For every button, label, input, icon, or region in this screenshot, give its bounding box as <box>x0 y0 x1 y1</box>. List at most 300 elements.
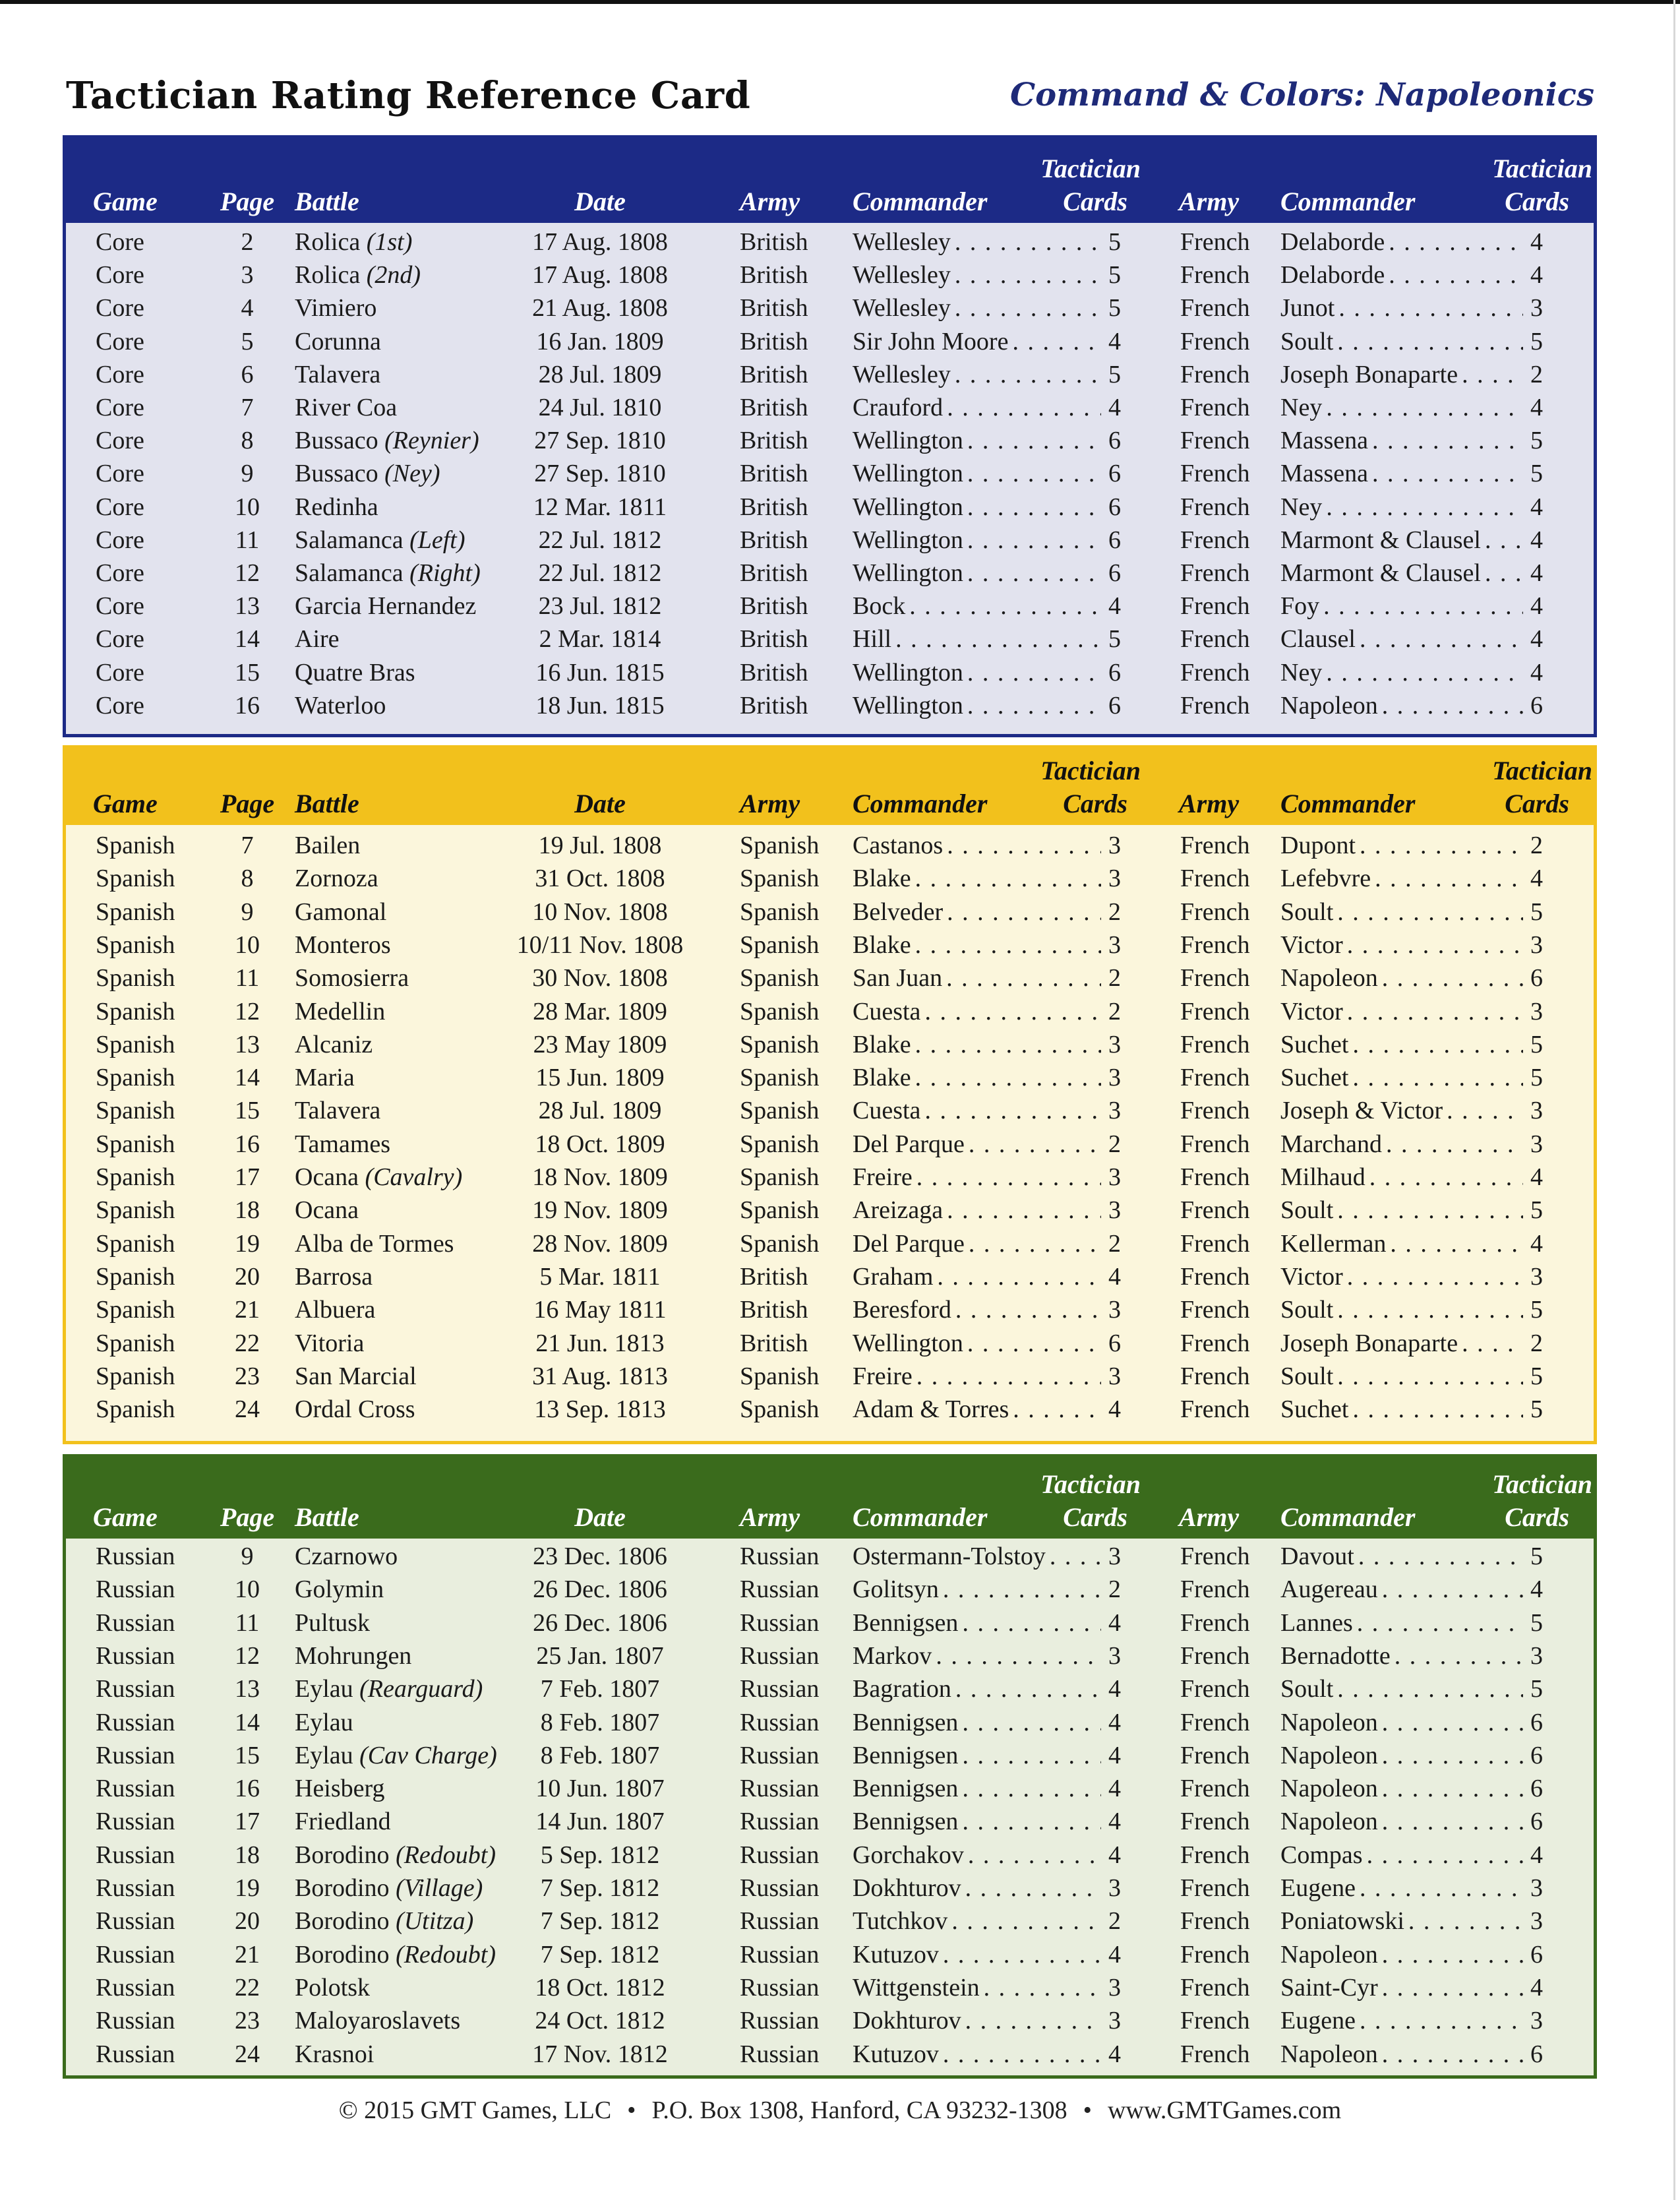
cell-battle <box>295 590 476 623</box>
cell-game: Russian <box>96 1641 175 1670</box>
cell-game: Russian <box>96 1608 175 1637</box>
cell-army-2: French <box>1180 493 1250 521</box>
battle-name: Talavera <box>295 1097 381 1125</box>
dot-leader <box>1357 1606 1523 1639</box>
cell-army-1: British <box>740 559 808 587</box>
cell-page: 11 <box>235 1608 260 1637</box>
table-row <box>66 623 1594 656</box>
tactician-cards-value: 2 <box>1108 1229 1121 1258</box>
battle-name: Monteros <box>295 931 391 959</box>
dot-leader <box>1382 1573 1523 1606</box>
tactician-cards-value: 3 <box>1530 294 1543 322</box>
tactician-cards-value: 3 <box>1530 1641 1543 1670</box>
commander-name: Bennigsen <box>853 1775 959 1803</box>
cell-battle <box>295 1161 462 1194</box>
tactician-cards-value: 4 <box>1530 228 1543 256</box>
cell-game: Russian <box>96 1741 175 1769</box>
dot-leader <box>1338 291 1523 324</box>
battle-name: Redinha <box>295 493 378 521</box>
battle-name: Ocana <box>295 1196 359 1225</box>
cell-commander-2 <box>1280 829 1543 862</box>
cell-game: Russian <box>96 1841 175 1869</box>
battle-name: Tamames <box>295 1130 391 1158</box>
dot-leader <box>962 1606 1101 1639</box>
cell-commander-1 <box>853 1327 1121 1360</box>
dot-leader <box>1352 1061 1523 1094</box>
cell-army-2: French <box>1180 526 1250 554</box>
cell-game: Russian <box>96 1675 175 1703</box>
cell-army-1: Russian <box>740 1874 820 1902</box>
table-row <box>66 929 1594 962</box>
cell-game: Core <box>96 427 144 455</box>
cell-commander-1 <box>853 1839 1121 1872</box>
cell-commander-1 <box>853 1971 1121 2004</box>
tactician-cards-value: 3 <box>1108 865 1121 893</box>
tactician-cards-value: 6 <box>1530 1775 1543 1803</box>
dot-leader <box>947 1194 1101 1227</box>
cell-game: Core <box>96 228 144 256</box>
cell-army-1: British <box>740 460 808 488</box>
battle-name: Borodino <box>295 1907 390 1936</box>
battle-name: Alba de Tormes <box>295 1229 454 1258</box>
commander-name: Bennigsen <box>853 1608 959 1637</box>
battle-name: Borodino <box>295 1940 390 1969</box>
battle-name: Eylau <box>295 1675 353 1703</box>
cell-army-2: French <box>1180 327 1250 355</box>
dot-leader <box>962 1706 1101 1739</box>
dot-leader <box>1386 1128 1523 1161</box>
cell-page: 2 <box>241 228 254 256</box>
tactician-cards-value: 5 <box>1530 1608 1543 1637</box>
commander-name: Kellerman <box>1280 1229 1387 1258</box>
cell-commander-2 <box>1280 1540 1543 1573</box>
cell-game: Russian <box>96 1907 175 1936</box>
cell-page: 14 <box>235 1708 260 1736</box>
tactician-cards-value: 4 <box>1530 1163 1543 1191</box>
cell-army-1: British <box>740 228 808 256</box>
table-row <box>66 1639 1594 1672</box>
battle-name: Maloyaroslavets <box>295 2007 461 2035</box>
tactician-cards-value: 6 <box>1530 2040 1543 2068</box>
commander-name: Milhaud <box>1280 1163 1365 1191</box>
cell-game: Spanish <box>96 1030 175 1058</box>
cell-date: 18 Oct. 1809 <box>535 1130 665 1158</box>
cell-commander-1 <box>853 1639 1121 1672</box>
tactician-cards-value: 5 <box>1108 294 1121 322</box>
cell-game: Core <box>96 559 144 587</box>
cell-game: Core <box>96 327 144 355</box>
cell-commander-1 <box>853 1672 1121 1705</box>
cell-page: 22 <box>235 1329 260 1357</box>
column-header-army: Army <box>1179 789 1240 818</box>
footer-website[interactable]: www.GMTGames.com <box>1107 2096 1342 2124</box>
tactician-cards-value: 3 <box>1108 832 1121 859</box>
cell-army-2: French <box>1180 427 1250 455</box>
cell-battle <box>295 1805 391 1838</box>
section-body <box>66 825 1594 1441</box>
commander-name: Eugene <box>1280 1874 1356 1902</box>
cell-page: 24 <box>235 2040 260 2068</box>
cell-battle <box>295 1360 417 1393</box>
commander-name: San Juan <box>853 964 943 993</box>
cell-game: Russian <box>96 1973 175 2001</box>
cell-date: 24 Oct. 1812 <box>535 2007 665 2035</box>
cell-army-1: Spanish <box>740 1395 820 1424</box>
commander-name: Beresford <box>853 1296 951 1324</box>
cell-battle <box>295 2038 374 2071</box>
column-header-army: Army <box>740 789 800 818</box>
dot-leader <box>937 1260 1101 1293</box>
cell-game: Russian <box>96 2007 175 2035</box>
tactician-cards-value: 4 <box>1530 1575 1543 1604</box>
cell-date: 10 Nov. 1808 <box>532 898 668 926</box>
table-row <box>66 1672 1594 1705</box>
cell-date: 17 Nov. 1812 <box>532 2040 668 2068</box>
dot-leader <box>955 226 1101 259</box>
cell-date: 7 Sep. 1812 <box>540 1907 660 1936</box>
dot-leader <box>915 929 1101 962</box>
cell-commander-1 <box>853 2038 1121 2071</box>
cell-army-2: French <box>1180 658 1250 687</box>
cell-army-1: Russian <box>740 1973 820 2001</box>
commander-name: Lannes <box>1280 1608 1353 1637</box>
cell-page: 6 <box>241 360 254 388</box>
commander-name: Adam & Torres <box>853 1395 1009 1424</box>
cell-date: 19 Jul. 1808 <box>538 832 662 859</box>
commander-name: Delaborde <box>1280 261 1385 290</box>
cell-commander-1 <box>853 1161 1121 1194</box>
cell-game: Russian <box>96 2040 175 2068</box>
dot-leader <box>967 491 1101 524</box>
cell-commander-2 <box>1280 1706 1543 1739</box>
commander-name: Golitsyn <box>853 1575 939 1604</box>
cell-commander-2 <box>1280 1905 1543 1938</box>
table-row <box>66 1971 1594 2004</box>
footer-bullet: • <box>627 2096 636 2124</box>
cell-army-2: French <box>1180 1641 1250 1670</box>
cell-date: 7 Sep. 1812 <box>540 1874 660 1902</box>
column-header-army: Army <box>1179 1502 1240 1532</box>
cell-game: Spanish <box>96 1296 175 1324</box>
dot-leader <box>915 862 1101 895</box>
dot-leader <box>1337 1672 1523 1705</box>
table-row <box>66 656 1594 689</box>
dot-leader <box>915 1061 1101 1094</box>
dot-leader <box>1382 962 1523 994</box>
battle-name: Rolica <box>295 228 361 256</box>
commander-name: Napoleon <box>1280 2040 1378 2068</box>
cell-army-1: Spanish <box>740 1097 820 1125</box>
cell-page: 21 <box>235 1940 260 1969</box>
column-header-battle: Battle <box>295 1502 359 1532</box>
dot-leader <box>1360 2004 1523 2037</box>
cell-page: 9 <box>241 460 254 488</box>
battle-name: Czarnowo <box>295 1543 398 1570</box>
tactician-cards-value: 5 <box>1108 360 1121 388</box>
commander-name: Bennigsen <box>853 1708 959 1736</box>
cell-battle <box>295 1772 385 1805</box>
cell-page: 20 <box>235 1907 260 1936</box>
cell-battle <box>295 656 415 689</box>
dot-leader <box>1337 325 1523 358</box>
cell-commander-1 <box>853 929 1121 962</box>
battle-name: River Coa <box>295 394 398 421</box>
cell-commander-2 <box>1280 1938 1543 1971</box>
cell-game: Spanish <box>96 1395 175 1424</box>
dot-leader <box>1337 1360 1523 1393</box>
table-row <box>66 1573 1594 1606</box>
cell-page: 10 <box>235 931 260 959</box>
cell-army-2: French <box>1180 2040 1250 2068</box>
cell-commander-2 <box>1280 995 1543 1028</box>
cell-army-2: French <box>1180 691 1250 719</box>
cell-commander-1 <box>853 1227 1121 1260</box>
tactician-cards-value: 3 <box>1108 1874 1121 1902</box>
cell-army-2: French <box>1180 1196 1250 1225</box>
cell-page: 15 <box>235 1097 260 1125</box>
cell-commander-2 <box>1280 896 1543 929</box>
cell-commander-1 <box>853 829 1121 862</box>
commander-name: Belveder <box>853 898 944 926</box>
cell-game: Core <box>96 360 144 388</box>
commander-name: Wellesley <box>853 294 951 322</box>
table-row <box>66 590 1594 623</box>
cell-commander-1 <box>853 1805 1121 1838</box>
battle-name: Barrosa <box>295 1262 373 1291</box>
cell-army-2: French <box>1180 1064 1250 1092</box>
cell-army-1: British <box>740 493 808 521</box>
cell-battle <box>295 1971 370 2004</box>
cell-page: 23 <box>235 1362 260 1390</box>
cell-commander-2 <box>1280 1971 1543 2004</box>
dot-leader <box>1360 1872 1523 1905</box>
cell-date: 7 Feb. 1807 <box>540 1675 660 1703</box>
cell-date: 23 Dec. 1806 <box>533 1543 667 1570</box>
cell-army-2: French <box>1180 625 1250 654</box>
cell-commander-1 <box>853 1573 1121 1606</box>
dot-leader <box>1485 524 1523 557</box>
cell-commander-1 <box>853 1194 1121 1227</box>
cell-commander-2 <box>1280 1772 1543 1805</box>
cell-army-2: French <box>1180 1708 1250 1736</box>
cell-commander-1 <box>853 457 1121 490</box>
cell-army-1: British <box>740 592 808 621</box>
cell-date: 7 Sep. 1812 <box>540 1940 660 1969</box>
cell-game: Spanish <box>96 964 175 993</box>
column-header-game: Game <box>93 1502 158 1532</box>
dot-leader <box>1347 995 1523 1028</box>
cell-commander-1 <box>853 1872 1121 1905</box>
cell-commander-2 <box>1280 524 1543 557</box>
cell-commander-2 <box>1280 862 1543 895</box>
battle-note: (Cav Charge) <box>359 1741 497 1769</box>
battle-note: (1st) <box>366 228 413 256</box>
cell-game: Russian <box>96 1808 175 1836</box>
cell-army-2: French <box>1180 1675 1250 1703</box>
cell-army-1: Spanish <box>740 964 820 993</box>
cell-commander-2 <box>1280 259 1543 291</box>
column-header-page: Page <box>220 789 275 818</box>
dot-leader <box>947 896 1101 929</box>
cell-game: Spanish <box>96 898 175 926</box>
column-header-commander: Commander <box>1280 789 1416 818</box>
cell-army-2: French <box>1180 1575 1250 1604</box>
dot-leader <box>968 1839 1101 1872</box>
dot-leader <box>965 2004 1101 2037</box>
cell-date: 27 Sep. 1810 <box>534 460 666 488</box>
tactician-cards-value: 3 <box>1530 2007 1543 2035</box>
commander-name: Eugene <box>1280 2007 1356 2035</box>
table-row <box>66 291 1594 324</box>
commander-name: Bernadotte <box>1280 1641 1391 1670</box>
column-header-army: Army <box>740 1502 800 1532</box>
tactician-cards-value: 3 <box>1108 1097 1121 1125</box>
table-row <box>66 457 1594 490</box>
tactician-cards-value: 5 <box>1530 1296 1543 1324</box>
commander-name: Ney <box>1280 394 1323 421</box>
dot-leader <box>1326 391 1523 424</box>
cell-battle <box>295 1739 497 1772</box>
cell-commander-1 <box>853 1772 1121 1805</box>
cell-battle <box>295 1260 373 1293</box>
cell-army-2: French <box>1180 460 1250 488</box>
tactician-cards-value: 3 <box>1108 931 1121 959</box>
cell-army-1: British <box>740 1296 808 1324</box>
battle-name: Mohrungen <box>295 1641 412 1670</box>
commander-name: Kutuzov <box>853 1940 939 1969</box>
tactician-cards-value: 3 <box>1108 1163 1121 1191</box>
battle-name: Somosierra <box>295 964 409 993</box>
cell-army-1: Spanish <box>740 997 820 1025</box>
cell-date: 22 Jul. 1812 <box>538 526 662 554</box>
cell-page: 7 <box>241 394 254 421</box>
commander-name: Blake <box>853 1064 911 1092</box>
cell-army-1: Spanish <box>740 1163 820 1191</box>
table-row <box>66 1905 1594 1938</box>
commander-name: Napoleon <box>1280 964 1378 993</box>
cell-date: 31 Aug. 1813 <box>532 1362 668 1390</box>
dot-leader <box>1389 226 1523 259</box>
table-row <box>66 1772 1594 1805</box>
commander-name: Foy <box>1280 592 1320 621</box>
cell-army-1: British <box>740 658 808 687</box>
cell-army-1: Spanish <box>740 898 820 926</box>
cell-commander-1 <box>853 2004 1121 2037</box>
cell-game: Spanish <box>96 1064 175 1092</box>
table-row <box>66 862 1594 895</box>
table-row <box>66 1839 1594 1872</box>
dot-leader <box>1447 1094 1523 1127</box>
cell-battle <box>295 259 421 291</box>
dot-leader <box>955 291 1101 324</box>
cell-date: 12 Mar. 1811 <box>533 493 667 521</box>
cell-page: 19 <box>235 1874 260 1902</box>
cell-commander-1 <box>853 1606 1121 1639</box>
table-row <box>66 1872 1594 1905</box>
cell-battle <box>295 896 386 929</box>
cell-army-2: French <box>1180 1296 1250 1324</box>
cell-battle <box>295 1872 483 1905</box>
table-row <box>66 226 1594 259</box>
tactician-cards-value: 4 <box>1108 394 1121 421</box>
tactician-cards-value: 4 <box>1108 1841 1121 1869</box>
cell-army-2: French <box>1180 1741 1250 1769</box>
cell-page: 8 <box>241 427 254 455</box>
dot-leader <box>1050 1540 1101 1573</box>
table-row <box>66 491 1594 524</box>
dot-leader <box>962 1805 1101 1838</box>
battle-name: Rolica <box>295 261 361 290</box>
cell-game: Spanish <box>96 1097 175 1125</box>
cell-army-1: British <box>740 1262 808 1291</box>
dot-leader <box>1382 2038 1523 2071</box>
cell-page: 16 <box>235 1775 260 1803</box>
cell-army-2: French <box>1180 1543 1250 1570</box>
dot-leader <box>967 656 1101 689</box>
dot-leader <box>1369 1161 1523 1194</box>
tactician-cards-value: 3 <box>1530 931 1543 959</box>
dot-leader <box>1375 862 1523 895</box>
cell-date: 13 Sep. 1813 <box>534 1395 666 1424</box>
column-header-tactician: Tactician <box>1040 1469 1141 1499</box>
dot-leader <box>1382 1938 1523 1971</box>
commander-name: Dupont <box>1280 832 1356 859</box>
commander-name: Napoleon <box>1280 1741 1378 1769</box>
cell-army-2: French <box>1180 1030 1250 1058</box>
cell-battle <box>295 1194 359 1227</box>
tactician-cards-value: 2 <box>1108 1575 1121 1604</box>
tactician-cards-value: 3 <box>1530 1130 1543 1158</box>
cell-army-1: Russian <box>740 1608 820 1637</box>
cell-commander-2 <box>1280 325 1543 358</box>
tactician-cards-value: 4 <box>1108 327 1121 355</box>
cell-commander-2 <box>1280 623 1543 656</box>
cell-page: 16 <box>235 1130 260 1158</box>
dot-leader <box>965 1872 1101 1905</box>
tactician-cards-value: 5 <box>1530 898 1543 926</box>
commander-name: Lefebvre <box>1280 865 1371 893</box>
tactician-cards-value: 4 <box>1530 865 1543 893</box>
cell-commander-1 <box>853 896 1121 929</box>
cell-army-2: French <box>1180 1907 1250 1936</box>
battle-name: Corunna <box>295 327 381 355</box>
cell-army-2: French <box>1180 2007 1250 2035</box>
cell-commander-2 <box>1280 1028 1543 1061</box>
cell-game: Core <box>96 493 144 521</box>
section-header <box>66 138 1594 223</box>
dot-leader <box>909 590 1101 623</box>
dot-leader <box>1352 1028 1523 1061</box>
dot-leader <box>962 1739 1101 1772</box>
cell-page: 10 <box>235 1575 260 1604</box>
commander-name: Wellington <box>853 1329 963 1357</box>
tactician-cards-value: 2 <box>1530 360 1543 388</box>
battle-name: Krasnoi <box>295 2040 375 2068</box>
column-header-date: Date <box>574 789 626 818</box>
commander-name: Dokhturov <box>853 1874 961 1902</box>
cell-army-2: French <box>1180 865 1250 893</box>
cell-game: Spanish <box>96 1163 175 1191</box>
cell-army-1: Spanish <box>740 1030 820 1058</box>
tactician-cards-value: 6 <box>1108 460 1121 488</box>
cell-battle <box>295 491 378 524</box>
tactician-cards-value: 6 <box>1108 526 1121 554</box>
commander-name: Ney <box>1280 493 1323 521</box>
dot-leader <box>1323 590 1523 623</box>
tactician-cards-value: 4 <box>1530 658 1543 687</box>
tactician-cards-value: 4 <box>1530 493 1543 521</box>
cell-army-2: French <box>1180 1130 1250 1158</box>
